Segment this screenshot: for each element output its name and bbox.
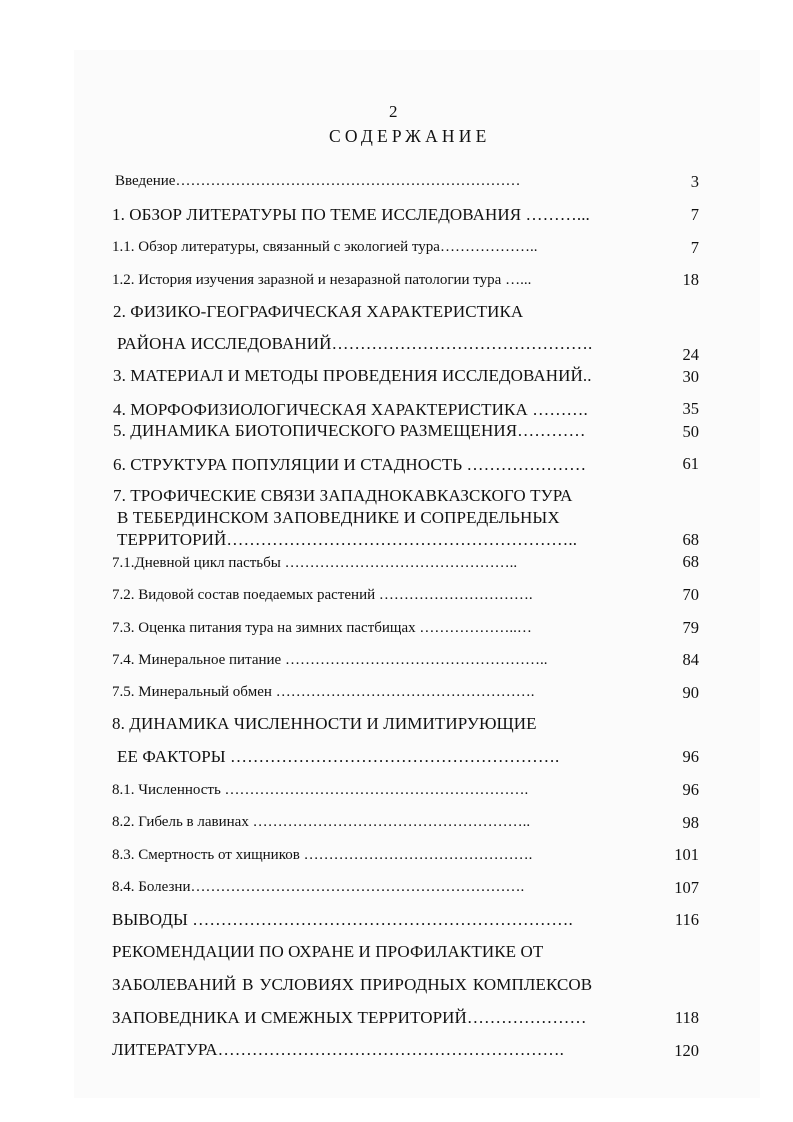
page-title: СОДЕРЖАНИЕ [329, 126, 491, 146]
toc-entry-text: ВЫВОДЫ …………………………………………………………. [112, 910, 573, 929]
toc-entry-text: 7.2. Видовой состав поедаемых растений …………………………. [112, 587, 533, 603]
toc-entry-text: 7.1.Дневной цикл пастьбы ……………………………………….. [112, 555, 518, 571]
toc-entry-page: 116 [674, 910, 699, 929]
toc-entry-page: 79 [682, 618, 699, 637]
toc-entry-text: 3. МАТЕРИАЛ И МЕТОДЫ ПРОВЕДЕНИЯ ИССЛЕДОВАНИЙ.. [113, 366, 592, 385]
toc-entry-text: 7. ТРОФИЧЕСКИЕ СВЯЗИ ЗАПАДНОКАВКАЗСКОГО ТУРА [113, 486, 573, 505]
toc-entry-page: 50 [682, 422, 699, 441]
toc-entry-text: 6. СТРУКТУРА ПОПУЛЯЦИИ И СТАДНОСТЬ ………………… [113, 455, 587, 474]
toc-entry-page: 118 [674, 1008, 699, 1027]
toc-entry-page: 68 [682, 530, 699, 549]
toc-entry-text: РЕКОМЕНДАЦИИ ПО ОХРАНЕ И ПРОФИЛАКТИКЕ ОТ [112, 942, 544, 961]
toc-entry-text: РАЙОНА ИССЛЕДОВАНИЙ………………………………………. [117, 334, 593, 353]
toc-entry-page: 70 [682, 585, 699, 604]
toc-entry-text: 2. ФИЗИКО-ГЕОГРАФИЧЕСКАЯ ХАРАКТЕРИСТИКА [113, 302, 524, 321]
toc-entry-text: В ТЕБЕРДИНСКОМ ЗАПОВЕДНИКЕ И СОПРЕДЕЛЬНЫХ [117, 508, 560, 527]
toc-entry-page: 68 [682, 552, 699, 571]
toc-entry-page: 107 [674, 878, 699, 897]
toc-entry-text: ЗАПОВЕДНИКА И СМЕЖНЫХ ТЕРРИТОРИЙ………………… [112, 1008, 587, 1027]
toc-entry-page: 35 [682, 399, 699, 418]
toc-entry-text: 7.5. Минеральный обмен ……………………………………………. [112, 684, 535, 700]
toc-entry-text: 8.4. Болезни…………………………………………………………. [112, 879, 525, 895]
toc-entry-page: 24 [682, 345, 699, 364]
toc-entry-text: ЕЕ ФАКТОРЫ …………………………………………………. [117, 747, 560, 766]
toc-entry-text: 7.3. Оценка питания тура на зимних пастбищах ………………..… [112, 620, 532, 636]
toc-entry-text: 4. МОРФОФИЗИОЛОГИЧЕСКАЯ ХАРАКТЕРИСТИКА ………. [113, 400, 588, 419]
toc-entry-text: 8.1. Численность ……………………………………………………. [112, 782, 529, 798]
toc-entry-page: 18 [682, 270, 699, 289]
toc-entry-text: 7.4. Минеральное питание …………………………………………….. [112, 652, 548, 668]
toc-entry-page: 7 [690, 238, 699, 257]
toc-entry-page: 84 [682, 650, 699, 669]
toc-entry-text: Введение…………………………………………………………… [115, 173, 521, 189]
toc-entry-page: 90 [682, 683, 699, 702]
toc-entry-page: 101 [674, 845, 699, 864]
toc-entry-page: 98 [682, 813, 699, 832]
toc-entry-text: 8.3. Смертность от хищников ………………………………………. [112, 847, 533, 863]
toc-entry-page: 120 [674, 1041, 699, 1060]
toc-entry-page: 7 [690, 205, 699, 224]
toc-entry-text: 1. ОБЗОР ЛИТЕРАТУРЫ ПО ТЕМЕ ИССЛЕДОВАНИЯ ………... [112, 205, 590, 224]
toc-entry-text: 1.2. История изучения заразной и незаразной патологии тура …... [112, 272, 532, 288]
toc-entry-text: 8. ДИНАМИКА ЧИСЛЕННОСТИ И ЛИМИТИРУЮЩИЕ [112, 714, 537, 733]
toc-entry-page: 3 [690, 172, 699, 191]
page-number: 2 [389, 102, 398, 121]
toc-entry-text: ТЕРРИТОРИЙ…………………………………………………….. [117, 530, 578, 549]
toc-entry-page: 96 [682, 747, 699, 766]
toc-entry-page: 61 [682, 454, 699, 473]
toc-entry-text: 8.2. Гибель в лавинах ……………………………………………….. [112, 814, 531, 830]
toc-entry-page: 96 [682, 780, 699, 799]
toc-entry-text: ЛИТЕРАТУРА……………………………………………………. [112, 1040, 564, 1059]
toc-entry-text: 1.1. Обзор литературы, связанный с экологией тура……………….. [112, 239, 538, 255]
toc-entry-page: 30 [682, 367, 699, 386]
toc-entry-text: 5. ДИНАМИКА БИОТОПИЧЕСКОГО РАЗМЕЩЕНИЯ………… [113, 421, 586, 440]
toc-entry-text: ЗАБОЛЕВАНИЙ В УСЛОВИЯХ ПРИРОДНЫХ КОМПЛЕКСОВ [112, 975, 593, 994]
